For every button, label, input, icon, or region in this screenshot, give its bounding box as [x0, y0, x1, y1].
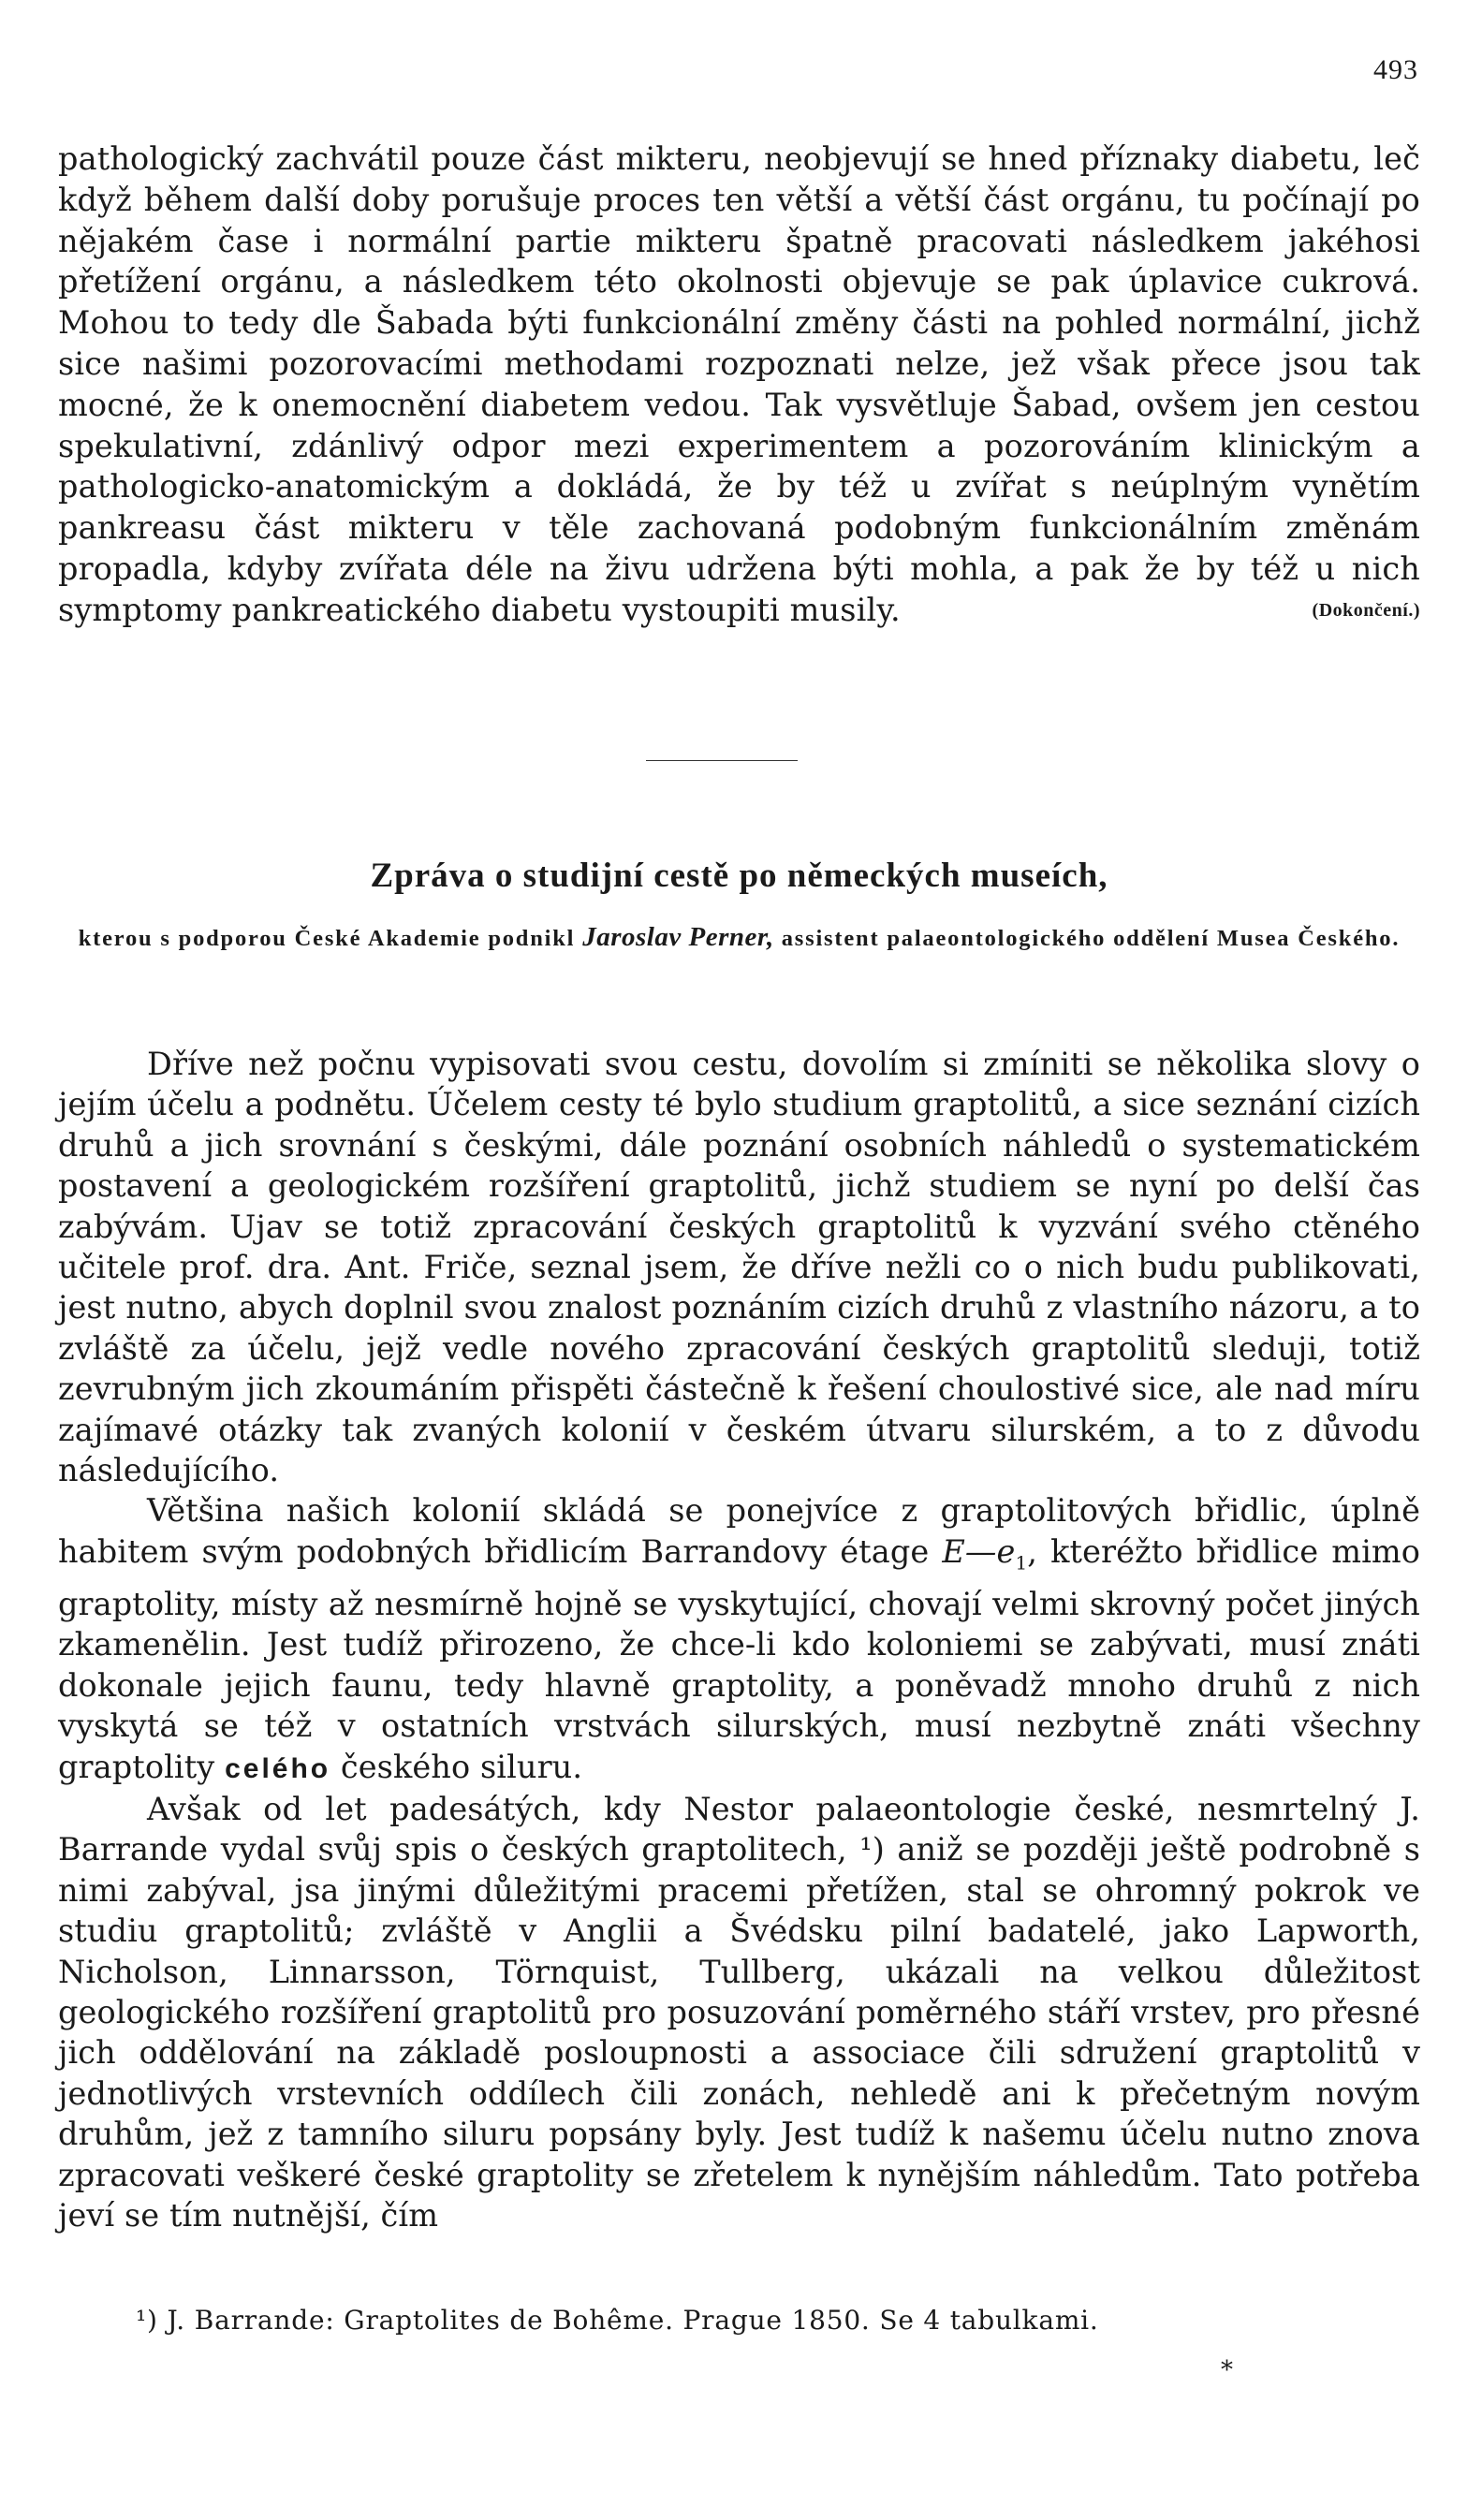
paragraph-3-part-b: aniž se později ještě podrobně s nimi zabýval, jsa jinými důležitými pracemi přetížen, stal se ohromný pokrok ve studiu graptolitů; zvláště v Anglii a Švédsku pilní badatelé, jako Lapworth, Nicholson, Linnarsson, Törnquist, Tullberg, ukázali na velkou důležitost geologického rozšíření graptolitů pro posuzování poměrného stáří vrstev, pro přesné jich oddělování na základě posloupnosti a associace čili sdružení graptolitů v jednotlivých vrstevních oddílech čili zonách, nehledě ani k přečetným novým druhům, jež z tamního siluru popsány byly. Jest tudíž k našemu účelu nutno znova zpracovati veškeré české graptolity se zřetelem k nynějším náhledům. Tato potřeba jeví se tím nutnější, čím	[58, 1831, 1420, 2234]
signature-mark: *	[1221, 2356, 1233, 2384]
footnote	[136, 2305, 1099, 2336]
page-number: 493	[1373, 54, 1418, 85]
subtitle-lead: kterou s podporou České Akademie podnikl	[78, 926, 576, 951]
previous-article-paragraph	[58, 139, 1420, 631]
footnote-reference: ¹)	[859, 1831, 885, 1868]
footnote-text: J. Barrande: Graptolites de Bohême. Prague 1850. Se 4 tabulkami.	[167, 2305, 1099, 2336]
paragraph-3-part-a: Avšak od let padesátých, kdy Nestor palaeontologie české, nesmrtelný J. Barrande vydal svůj spis o českých graptolitech,	[58, 1791, 1420, 1868]
conclusion-mark: (Dokončení.)	[1312, 599, 1420, 621]
article-subtitle	[58, 922, 1420, 954]
author-affiliation: assistent palaeontologického oddělení Musea Českého.	[781, 926, 1401, 951]
emphasis-celeho: celého	[225, 1752, 331, 1784]
author-name: Jaroslav Perner,	[582, 922, 774, 952]
paragraph-1: Dříve než počnu vypisovati svou cestu, dovolím si zmíniti se několika slovy o jejím účelu a podnětu. Účelem cesty té bylo studium graptolitů, a sice seznání cizích druhů a jich srovnání s českými, dále poznání osobních náhledů o systematickém postavení a geologickém rozšíření graptolitů, jichž studiem se nyní po delší čas zabývám. Ujav se totiž zpracování českých graptolitů k vyzvání svého ctěného učitele prof. dra. Ant. Friče, seznal jsem, že dříve nežli co o nich budu publikovati, jest nutno, abych doplnil svou znalost poznáním cizích druhů z vlastního názoru, a to zvláště za účelu, jejž vedle nového zpracování českých graptolitů sleduji, totiž zevrubným jich zkoumáním přispěti částečně k řešení choulostivé sice, ale nad míru zajímavé otázky tak zvaných kolonií v českém útvaru silurském, a to z důvodu následujícího.	[58, 1046, 1420, 1489]
article-body	[58, 1044, 1420, 2235]
paragraph-2	[58, 1490, 1420, 1789]
previous-article-continuation	[58, 139, 1420, 631]
article-title: Zpráva o studijní cestě po německých museích,	[370, 857, 1108, 895]
paragraph-2-part-c: českého siluru.	[340, 1748, 583, 1785]
section-divider	[646, 760, 798, 761]
footnote-mark: ¹)	[136, 2305, 158, 2336]
etage-subscript: 1	[1015, 1551, 1028, 1575]
previous-article-text: pathologický zachvátil pouze část mikteru, neobjevují se hned příznaky diabetu, leč když během další doby porušuje proces ten větší a větší část orgánu, tu počínají po nějakém čase i normální partie mikteru špatně pracovati následkem jakéhosi přetížení orgánu, a následkem této okolnosti objevuje se pak úplavice cukrová. Mohou to tedy dle Šabada býti funkcionální změny části na pohled normální, jichž sice našimi pozorovacími methodami rozpoznati nelze, jež však přece jsou tak mocné, že k onemocnění diabetem vedou. Tak vysvětluje Šabad, ovšem jen cestou spekulativní, zdánlivý odpor mezi experimentem a pozorováním klinickým a pathologicko-anatomickým a dokládá, že by též u zvířat s neúplným vynětím pankreasu část mikteru v těle zachovaná podobným funkcionálním změnám propadla, kdyby zvířata déle na živu udržena býti mohla, a pak že by též u nich symptomy pankreatického diabetu vystoupiti musily.	[58, 140, 1420, 628]
paragraph-2-part-b: , kteréžto břidlice mimo graptolity, místy až nesmírně hojně se vyskytující, chovají velmi skrovný počet jiných zkamenělin. Jest tudíž přirozeno, že chce-li kdo koloniemi se zabývati, musí znáti dokonale jejich faunu, tedy hlavně graptolity, a poněvadž mnoho druhů z nich vyskytá se též v ostatních vrstvách silurských, musí nezbytně znáti všechny graptolity	[58, 1532, 1421, 1785]
etage-symbol: E—e	[942, 1532, 1016, 1570]
paragraph-2-part-a: Většina našich kolonií skládá se ponejvíce z graptolitových břidlic, úplně habitem svým podobných břidlicím Barrandovy étage	[58, 1492, 1420, 1570]
paragraph-3	[58, 1789, 1420, 2235]
